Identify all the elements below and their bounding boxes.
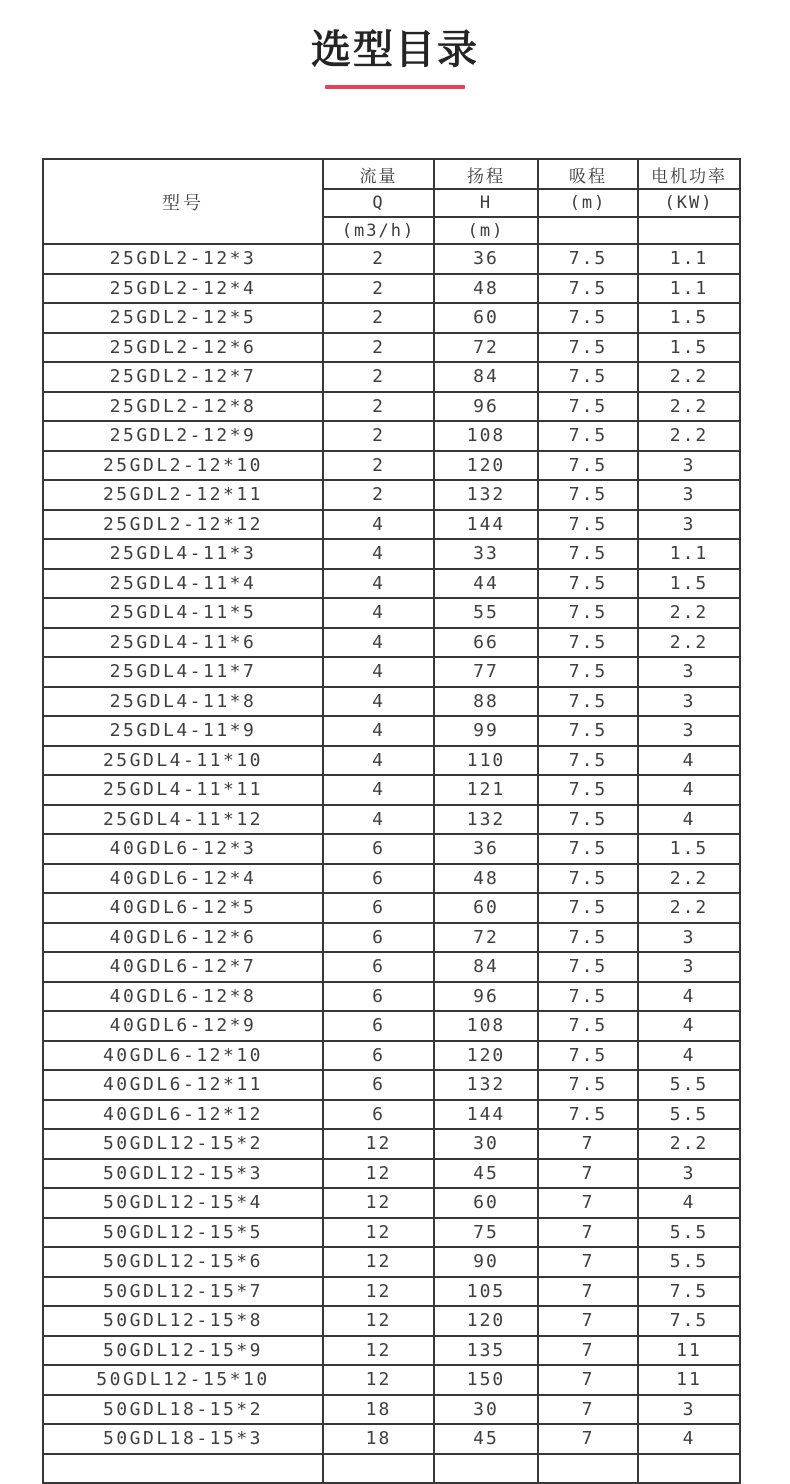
table-row: [43, 775, 740, 805]
value-cell: 6: [323, 1070, 434, 1100]
table-row: [43, 1218, 740, 1248]
value-cell: 135: [434, 1336, 538, 1366]
value-cell: 84: [434, 952, 538, 982]
value-cell: 6: [323, 1041, 434, 1071]
value-cell: 108: [434, 1011, 538, 1041]
value-cell: 4: [323, 716, 434, 746]
model-cell: 40GDL6-12*9: [43, 1011, 323, 1041]
value-cell: 7.5: [538, 628, 638, 658]
table-header: [43, 159, 740, 244]
value-cell: 6: [323, 893, 434, 923]
table-row: [43, 1424, 740, 1454]
table-row: [43, 1188, 740, 1218]
value-cell: 2.2: [638, 628, 740, 658]
model-cell: 50GDL12-15*4: [43, 1188, 323, 1218]
value-cell: 6: [323, 982, 434, 1012]
value-cell: 3: [638, 687, 740, 717]
value-cell: 1.1: [638, 539, 740, 569]
table-row: [43, 1041, 740, 1071]
table-row: [43, 952, 740, 982]
value-cell: 7.5: [538, 362, 638, 392]
value-cell: 77: [434, 657, 538, 687]
value-cell: 12: [323, 1306, 434, 1336]
value-cell: 2: [323, 333, 434, 363]
value-cell: 7: [538, 1129, 638, 1159]
title-underline: [325, 85, 465, 89]
value-cell: 4: [638, 982, 740, 1012]
table-row: [43, 480, 740, 510]
value-cell: 7: [538, 1306, 638, 1336]
model-cell: 25GDL4-11*5: [43, 598, 323, 628]
value-cell: 7.5: [538, 598, 638, 628]
value-cell: 7.5: [538, 569, 638, 599]
value-cell: 3: [638, 480, 740, 510]
value-cell: 7: [538, 1218, 638, 1248]
table-row: [43, 539, 740, 569]
model-cell: 25GDL2-12*4: [43, 274, 323, 304]
value-cell: 7.5: [638, 1306, 740, 1336]
value-cell: 4: [323, 569, 434, 599]
table-row: [43, 244, 740, 274]
model-cell: 25GDL2-12*7: [43, 362, 323, 392]
model-cell: 25GDL2-12*5: [43, 303, 323, 333]
col-header-flow: 流量: [323, 159, 434, 189]
value-cell: 36: [434, 834, 538, 864]
value-cell: 4: [638, 1011, 740, 1041]
table-container: [42, 158, 740, 1450]
model-cell: 40GDL6-12*5: [43, 893, 323, 923]
value-cell: 72: [434, 333, 538, 363]
table-row: [43, 864, 740, 894]
model-cell: 25GDL4-11*10: [43, 746, 323, 776]
value-cell: 4: [323, 805, 434, 835]
model-cell: 40GDL6-12*12: [43, 1100, 323, 1130]
value-cell: [538, 1454, 638, 1484]
value-cell: 4: [323, 687, 434, 717]
value-cell: 120: [434, 1306, 538, 1336]
value-cell: 2.2: [638, 1129, 740, 1159]
model-cell: 50GDL12-15*2: [43, 1129, 323, 1159]
value-cell: 1.1: [638, 274, 740, 304]
value-cell: 6: [323, 864, 434, 894]
value-cell: 3: [638, 716, 740, 746]
value-cell: 4: [638, 1188, 740, 1218]
value-cell: 36: [434, 244, 538, 274]
value-cell: 7.5: [538, 451, 638, 481]
value-cell: 48: [434, 274, 538, 304]
value-cell: 7.5: [538, 392, 638, 422]
model-cell: 50GDL12-15*6: [43, 1247, 323, 1277]
value-cell: [434, 1454, 538, 1484]
table-row: [43, 303, 740, 333]
value-cell: 3: [638, 510, 740, 540]
value-cell: 105: [434, 1277, 538, 1307]
value-cell: 1.5: [638, 303, 740, 333]
col-header-suction: 吸程: [538, 159, 638, 189]
value-cell: 7.5: [638, 1277, 740, 1307]
table-row: [43, 1454, 740, 1484]
value-cell: 1.5: [638, 834, 740, 864]
table-row: [43, 274, 740, 304]
value-cell: 6: [323, 923, 434, 953]
value-cell: 7: [538, 1365, 638, 1395]
table-row: [43, 1395, 740, 1425]
value-cell: 4: [323, 746, 434, 776]
value-cell: 108: [434, 421, 538, 451]
model-cell: 50GDL12-15*10: [43, 1365, 323, 1395]
col-unit-suction: [538, 217, 638, 244]
model-cell: 50GDL18-15*2: [43, 1395, 323, 1425]
model-cell: 25GDL2-12*12: [43, 510, 323, 540]
page-title: 选型目录: [311, 27, 479, 73]
value-cell: 4: [638, 775, 740, 805]
table-row: [43, 1070, 740, 1100]
value-cell: 2: [323, 421, 434, 451]
value-cell: 12: [323, 1336, 434, 1366]
model-cell: 40GDL6-12*4: [43, 864, 323, 894]
value-cell: 4: [323, 598, 434, 628]
value-cell: 7.5: [538, 1100, 638, 1130]
value-cell: 110: [434, 746, 538, 776]
value-cell: 7: [538, 1395, 638, 1425]
value-cell: 120: [434, 451, 538, 481]
model-cell: 25GDL4-11*6: [43, 628, 323, 658]
table-row: [43, 746, 740, 776]
value-cell: 18: [323, 1395, 434, 1425]
value-cell: 4: [323, 657, 434, 687]
value-cell: 7.5: [538, 746, 638, 776]
value-cell: 2.2: [638, 362, 740, 392]
value-cell: [638, 1454, 740, 1484]
table-row: [43, 834, 740, 864]
value-cell: [323, 1454, 434, 1484]
value-cell: 12: [323, 1188, 434, 1218]
value-cell: 96: [434, 392, 538, 422]
col-subheader-head-symbol: H: [434, 189, 538, 217]
value-cell: 44: [434, 569, 538, 599]
value-cell: 6: [323, 1100, 434, 1130]
value-cell: 5.5: [638, 1100, 740, 1130]
value-cell: 1.5: [638, 569, 740, 599]
value-cell: 45: [434, 1424, 538, 1454]
value-cell: 4: [323, 510, 434, 540]
model-cell: 50GDL12-15*5: [43, 1218, 323, 1248]
value-cell: 132: [434, 1070, 538, 1100]
value-cell: 2.2: [638, 893, 740, 923]
table-row: [43, 982, 740, 1012]
table-row: [43, 1336, 740, 1366]
value-cell: 4: [638, 1424, 740, 1454]
value-cell: 66: [434, 628, 538, 658]
model-cell: 50GDL18-15*3: [43, 1424, 323, 1454]
table-row: [43, 421, 740, 451]
model-cell: 25GDL4-11*9: [43, 716, 323, 746]
model-cell: 40GDL6-12*7: [43, 952, 323, 982]
value-cell: 144: [434, 1100, 538, 1130]
value-cell: 7.5: [538, 805, 638, 835]
value-cell: 7.5: [538, 274, 638, 304]
table-row: [43, 1011, 740, 1041]
value-cell: 3: [638, 923, 740, 953]
model-cell: 40GDL6-12*8: [43, 982, 323, 1012]
value-cell: 2: [323, 303, 434, 333]
value-cell: 4: [323, 775, 434, 805]
value-cell: 7.5: [538, 480, 638, 510]
col-header-model: 型号: [43, 159, 323, 244]
value-cell: 7.5: [538, 716, 638, 746]
model-cell: 25GDL4-11*4: [43, 569, 323, 599]
value-cell: 7.5: [538, 510, 638, 540]
value-cell: 150: [434, 1365, 538, 1395]
value-cell: 99: [434, 716, 538, 746]
value-cell: 144: [434, 510, 538, 540]
model-cell: 25GDL2-12*6: [43, 333, 323, 363]
col-subheader-flow-symbol: Q: [323, 189, 434, 217]
value-cell: 7.5: [538, 923, 638, 953]
value-cell: 1.5: [638, 333, 740, 363]
table-row: [43, 628, 740, 658]
value-cell: 4: [323, 628, 434, 658]
table-row: [43, 1159, 740, 1189]
model-cell: 50GDL12-15*8: [43, 1306, 323, 1336]
value-cell: 33: [434, 539, 538, 569]
value-cell: 5.5: [638, 1070, 740, 1100]
value-cell: 48: [434, 864, 538, 894]
value-cell: 2.2: [638, 598, 740, 628]
model-cell: 25GDL2-12*3: [43, 244, 323, 274]
value-cell: 6: [323, 1011, 434, 1041]
model-cell: 25GDL2-12*11: [43, 480, 323, 510]
value-cell: 75: [434, 1218, 538, 1248]
value-cell: 90: [434, 1247, 538, 1277]
value-cell: 2: [323, 480, 434, 510]
value-cell: 7: [538, 1336, 638, 1366]
value-cell: 132: [434, 805, 538, 835]
model-cell: 25GDL4-11*11: [43, 775, 323, 805]
value-cell: 6: [323, 952, 434, 982]
value-cell: 7.5: [538, 1070, 638, 1100]
model-cell: 25GDL4-11*12: [43, 805, 323, 835]
clipped-partial-row: [43, 1454, 740, 1484]
value-cell: 7.5: [538, 333, 638, 363]
table-row: [43, 1247, 740, 1277]
table-body: [43, 244, 740, 1454]
col-header-power: 电机功率: [638, 159, 740, 189]
value-cell: 3: [638, 451, 740, 481]
value-cell: 45: [434, 1159, 538, 1189]
value-cell: 12: [323, 1218, 434, 1248]
value-cell: 132: [434, 480, 538, 510]
model-cell: 25GDL2-12*9: [43, 421, 323, 451]
value-cell: 12: [323, 1277, 434, 1307]
col-header-head: 扬程: [434, 159, 538, 189]
value-cell: 7.5: [538, 1011, 638, 1041]
value-cell: 11: [638, 1336, 740, 1366]
table-row: [43, 687, 740, 717]
model-cell: 50GDL12-15*7: [43, 1277, 323, 1307]
value-cell: 7: [538, 1188, 638, 1218]
value-cell: 7.5: [538, 952, 638, 982]
value-cell: 96: [434, 982, 538, 1012]
value-cell: 7.5: [538, 864, 638, 894]
value-cell: 7.5: [538, 982, 638, 1012]
value-cell: 2: [323, 274, 434, 304]
value-cell: 60: [434, 893, 538, 923]
value-cell: 7: [538, 1424, 638, 1454]
value-cell: 7: [538, 1159, 638, 1189]
value-cell: 12: [323, 1247, 434, 1277]
value-cell: 7.5: [538, 303, 638, 333]
value-cell: 2.2: [638, 864, 740, 894]
value-cell: 4: [638, 805, 740, 835]
value-cell: 30: [434, 1129, 538, 1159]
value-cell: 72: [434, 923, 538, 953]
value-cell: 7.5: [538, 834, 638, 864]
value-cell: 30: [434, 1395, 538, 1425]
model-cell: 25GDL2-12*8: [43, 392, 323, 422]
value-cell: 7.5: [538, 421, 638, 451]
value-cell: 7.5: [538, 687, 638, 717]
table-row: [43, 923, 740, 953]
value-cell: 7.5: [538, 657, 638, 687]
value-cell: 7: [538, 1277, 638, 1307]
table-row: [43, 598, 740, 628]
table-row: [43, 1129, 740, 1159]
value-cell: 7.5: [538, 539, 638, 569]
table-row: [43, 1277, 740, 1307]
value-cell: 55: [434, 598, 538, 628]
value-cell: 4: [638, 1041, 740, 1071]
table-row: [43, 569, 740, 599]
value-cell: 12: [323, 1159, 434, 1189]
value-cell: 60: [434, 1188, 538, 1218]
table-row: [43, 1306, 740, 1336]
selection-table: [42, 158, 741, 1484]
value-cell: 4: [638, 746, 740, 776]
model-cell: 40GDL6-12*11: [43, 1070, 323, 1100]
value-cell: 2: [323, 451, 434, 481]
table-row: [43, 362, 740, 392]
value-cell: 18: [323, 1424, 434, 1454]
value-cell: 84: [434, 362, 538, 392]
col-subheader-suction-unit: (m): [538, 189, 638, 217]
model-cell: 25GDL4-11*7: [43, 657, 323, 687]
table-row: [43, 716, 740, 746]
table-row: [43, 805, 740, 835]
model-cell: 50GDL12-15*9: [43, 1336, 323, 1366]
value-cell: 7.5: [538, 244, 638, 274]
value-cell: 2: [323, 362, 434, 392]
value-cell: 3: [638, 657, 740, 687]
value-cell: 2.2: [638, 392, 740, 422]
model-cell: 40GDL6-12*6: [43, 923, 323, 953]
value-cell: 6: [323, 834, 434, 864]
value-cell: 60: [434, 303, 538, 333]
table-row: [43, 657, 740, 687]
table-row: [43, 1365, 740, 1395]
model-cell: [43, 1454, 323, 1484]
value-cell: 120: [434, 1041, 538, 1071]
value-cell: 7.5: [538, 775, 638, 805]
table-row: [43, 333, 740, 363]
model-cell: 25GDL2-12*10: [43, 451, 323, 481]
table-row: [43, 392, 740, 422]
value-cell: 5.5: [638, 1247, 740, 1277]
model-cell: 40GDL6-12*10: [43, 1041, 323, 1071]
value-cell: 88: [434, 687, 538, 717]
value-cell: 1.1: [638, 244, 740, 274]
value-cell: 4: [323, 539, 434, 569]
model-cell: 40GDL6-12*3: [43, 834, 323, 864]
value-cell: 12: [323, 1129, 434, 1159]
value-cell: 3: [638, 1159, 740, 1189]
col-unit-head: (m): [434, 217, 538, 244]
col-unit-power: [638, 217, 740, 244]
model-cell: 25GDL4-11*8: [43, 687, 323, 717]
model-cell: 50GDL12-15*3: [43, 1159, 323, 1189]
value-cell: 7.5: [538, 893, 638, 923]
value-cell: 7.5: [538, 1041, 638, 1071]
col-subheader-power-unit: (KW): [638, 189, 740, 217]
col-unit-flow: (m3/h): [323, 217, 434, 244]
value-cell: 3: [638, 952, 740, 982]
value-cell: 11: [638, 1365, 740, 1395]
value-cell: 3: [638, 1395, 740, 1425]
table-row: [43, 451, 740, 481]
value-cell: 2.2: [638, 421, 740, 451]
value-cell: 7: [538, 1247, 638, 1277]
table-row: [43, 893, 740, 923]
value-cell: 5.5: [638, 1218, 740, 1248]
value-cell: 121: [434, 775, 538, 805]
model-cell: 25GDL4-11*3: [43, 539, 323, 569]
value-cell: 12: [323, 1365, 434, 1395]
value-cell: 2: [323, 392, 434, 422]
value-cell: 2: [323, 244, 434, 274]
table-row: [43, 1100, 740, 1130]
table-row: [43, 510, 740, 540]
